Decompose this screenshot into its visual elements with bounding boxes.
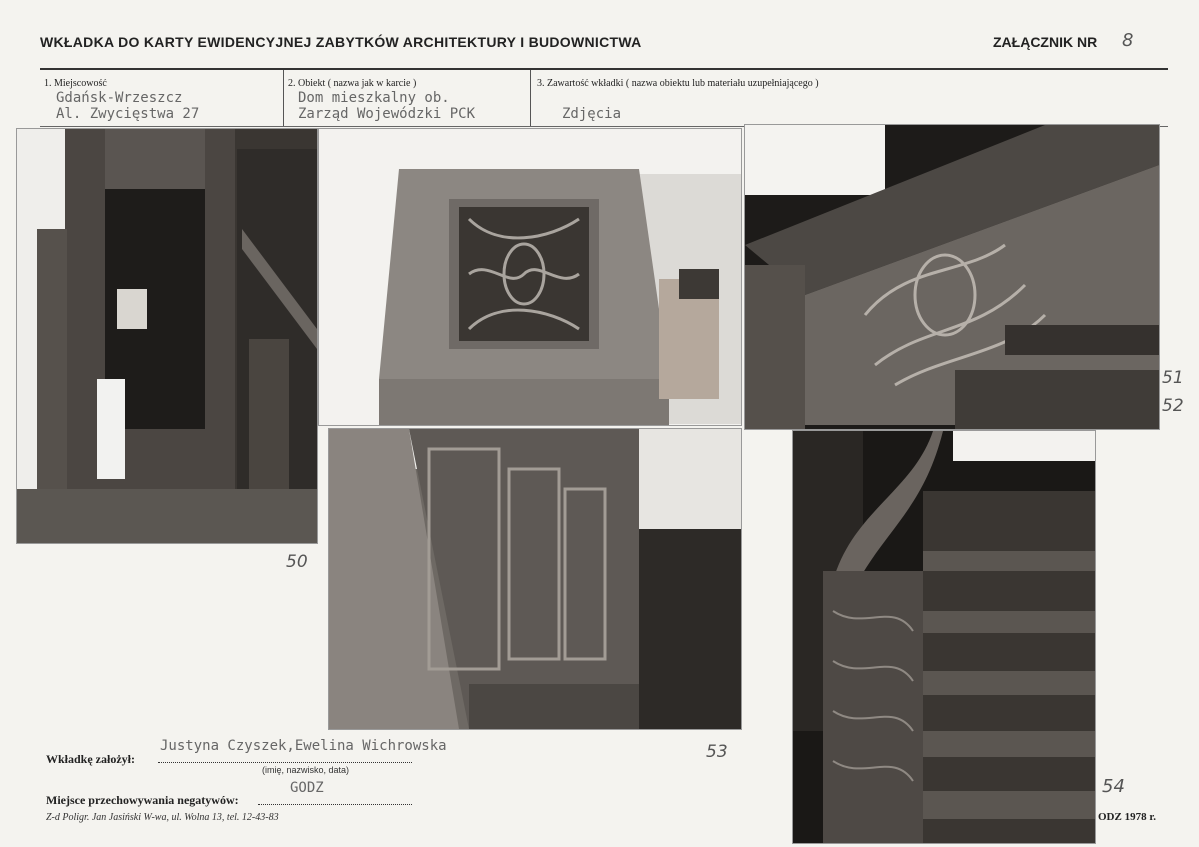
founder-value: Justyna Czyszek,Ewelina Wichrowska — [160, 738, 447, 754]
annex-label: ZAŁĄCZNIK NR — [993, 34, 1098, 50]
photo-50-number: 50 — [286, 552, 308, 572]
contents-value: Zdjęcia — [562, 106, 622, 122]
header-rule — [40, 68, 1168, 70]
storage-value: GODZ — [290, 780, 324, 796]
photo-53 — [328, 428, 742, 730]
storage-label: Miejsce przechowywania negatywów: — [46, 793, 239, 807]
form-code: ODZ 1978 r. — [1098, 811, 1156, 823]
field-divider — [283, 70, 284, 126]
object-value: Dom mieszkalny ob. — [298, 90, 450, 106]
photo-52 — [744, 124, 1160, 430]
founder-caption: (imię, nazwisko, data) — [262, 765, 350, 775]
field-divider — [530, 70, 531, 126]
photo-51-number: 51 — [1162, 368, 1184, 388]
printer-imprint: Z-d Poligr. Jan Jasiński W-wa, ul. Wolna 13, tel. 12-43-83 — [46, 812, 279, 823]
storage-dotted-line — [258, 803, 412, 805]
locality-value: Gdańsk-Wrzeszcz — [56, 90, 183, 106]
locality-label: 1. Miejscowość — [44, 78, 107, 89]
photo-51 — [318, 128, 742, 426]
founder-label: Wkładkę założył: — [46, 752, 135, 766]
annex-number: 8 — [1122, 30, 1134, 51]
object-value-2: Zarząd Wojewódzki PCK — [298, 106, 476, 122]
photo-50 — [16, 128, 318, 544]
founder-dotted-line — [158, 761, 412, 763]
page-title: WKŁADKA DO KARTY EWIDENCYJNEJ ZABYTKÓW ARCHITEKTURY I BUDOWNICTWA — [40, 34, 642, 50]
photo-54 — [792, 430, 1096, 844]
object-label: 2. Obiekt ( nazwa jak w karcie ) — [288, 78, 417, 89]
photo-52-number: 52 — [1162, 396, 1184, 416]
contents-label: 3. Zawartość wkładki ( nazwa obiektu lub materiału uzupełniającego ) — [537, 78, 819, 89]
photo-53-number: 53 — [706, 742, 728, 762]
photo-54-number: 54 — [1102, 776, 1125, 797]
locality-address: Al. Zwycięstwa 27 — [56, 106, 200, 122]
